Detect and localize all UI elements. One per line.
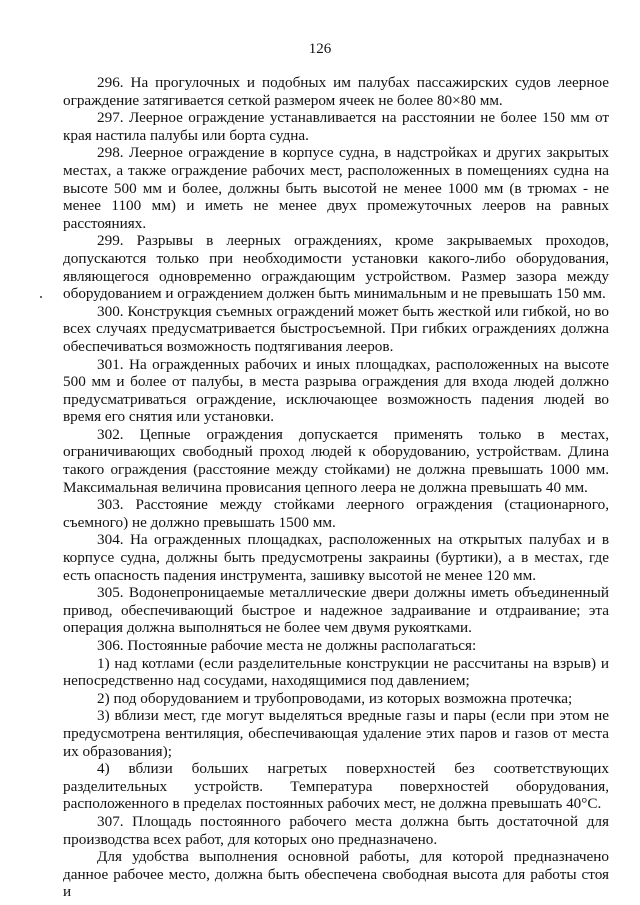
- paragraph-307-continued: Для удобства выполнения основной работы, для которой предназначено данное рабочее место, должна быть обеспечена свободная высота для работы стоя и: [63, 848, 609, 901]
- paragraph-299: 299. Разрывы в леерных ограждениях, кроме закрываемых проходов, допускаются только при необходимости установки какого-либо оборудования, являющегося одновременно ограждающим устройством. Размер зазора между оборудованием и ограждением должен быть минимальным и не превышать 150 мм.: [63, 232, 609, 303]
- list-item-306-1: 1) над котлами (если разделительные конструкции не рассчитаны на взрыв) и непосредственно над сосудами, находящимися под давлением;: [63, 654, 609, 690]
- paragraph-301: 301. На огражденных рабочих и иных площадках, расположенных на высоте 500 мм и более от палубы, в места разрыва ограждения для входа людей должно предусматриваться ограждение, исключающее возможность падения людей во время его снятия или установки.: [63, 355, 609, 426]
- paragraph-302: 302. Цепные ограждения допускается применять только в местах, ограничивающих свободный проход людей к оборудованию, устройствам. Длина такого ограждения (расстояние между стойками) не должна превышать 1000 мм. Максимальная величина провисания цепного леера не должна превышать 40 мм.: [63, 425, 609, 496]
- paragraph-303: 303. Расстояние между стойками леерного ограждения (стационарного, съемного) не должно превышать 1500 мм.: [63, 496, 609, 531]
- paragraph-297: 297. Леерное ограждение устанавливается на расстоянии не более 150 мм от края настила палубы или борта судна.: [63, 109, 609, 144]
- paragraph-300: 300. Конструкция съемных ограждений может быть жесткой или гибкой, но во всех случаях предусматривается быстросъемной. При гибких ограждениях должна обеспечиваться возможность подтягивания лееров.: [63, 302, 609, 355]
- list-item-306-2: 2) под оборудованием и трубопроводами, из которых возможна протечка;: [97, 689, 573, 707]
- paragraph-305: 305. Водонепроницаемые металлические двери должны иметь объединенный привод, обеспечивающий быстрое и надежное задраивание и отдраивание; эта операция должна выполняться не более чем двумя рукоятками.: [63, 584, 609, 637]
- scan-speck: [40, 296, 42, 298]
- paragraph-304: 304. На огражденных площадках, расположенных на открытых палубах и в корпусе судна, должны быть предусмотрены закраины (буртики), а в местах, где есть опасность падения инструмента, зашивку высотой не менее 120 мм.: [63, 531, 609, 584]
- paragraph-298: 298. Леерное ограждение в корпусе судна, в надстройках и других закрытых местах, а также ограждение рабочих мест, расположенных в помещениях судна на высоте 500 мм и более, должны быть высотой не менее 1000 мм (в трюмах - не менее 1100 мм) и иметь не менее двух промежуточных лееров на равных расстояниях.: [63, 144, 609, 232]
- page-number: 126: [308, 41, 332, 57]
- list-item-306-3: 3) вблизи мест, где могут выделяться вредные газы и пары (если при этом не предусмотрена вентиляция, обеспечивающая удаление этих паров и газов от места их образования);: [63, 707, 609, 760]
- page-body: [63, 74, 609, 901]
- paragraph-307: 307. Площадь постоянного рабочего места должна быть достаточной для производства всех работ, для которых оно предназначено.: [63, 812, 609, 848]
- paragraph-306: 306. Постоянные рабочие места не должны располагаться:: [97, 637, 477, 654]
- paragraph-296: 296. На прогулочных и подобных им палубах пассажирских судов леерное ограждение затягивается сеткой размером ячеек не более 80×80 мм.: [63, 74, 609, 109]
- list-item-306-4: 4) вблизи больших нагретых поверхностей без соответствующих разделительных устройств. Температура поверхностей оборудования, расположенного в пределах постоянных рабочих мест, не должна превышать 40°С.: [63, 760, 609, 813]
